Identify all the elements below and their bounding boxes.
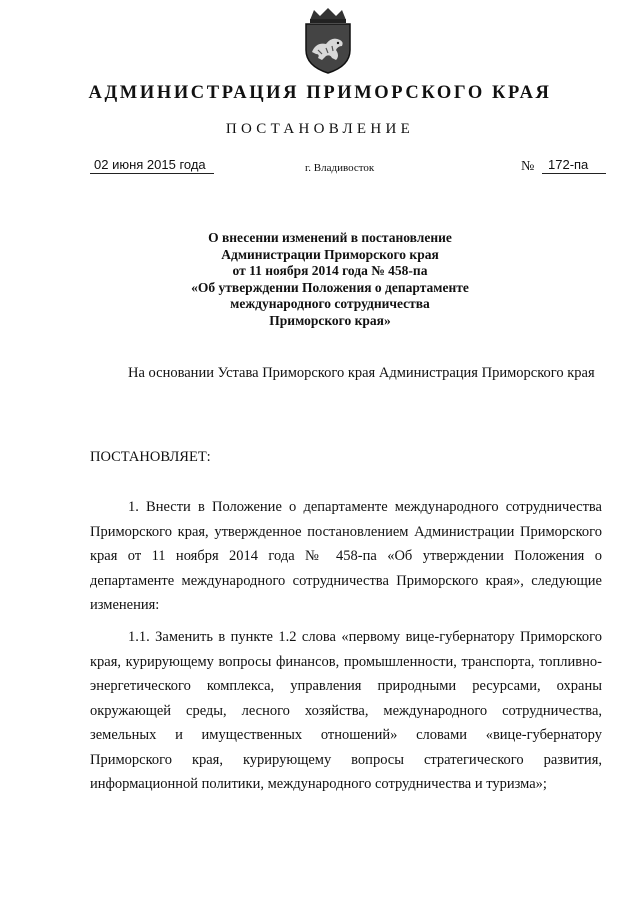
decree-word: ПОСТАНОВЛЯЕТ: bbox=[90, 449, 211, 465]
item-1-paragraph: 1. Внести в Положение о департаменте международного сотрудничества Приморского края, утвержденное постановлением Администрации Приморского края от 11 ноября 2014 года № 458-па «Об утверждении Положения о департаменте международного сотрудничества Приморского края», следующие изменения: bbox=[90, 499, 602, 613]
title-line: «Об утверждении Положения о департаменте bbox=[191, 279, 469, 295]
document-number: 172-па bbox=[542, 157, 606, 174]
title-line: Приморского края» bbox=[269, 312, 391, 328]
item-1-1-paragraph: 1.1. Заменить в пункте 1.2 слова «первому вице-губернатору Приморского края, курирующему вопросы финансов, промышленности, транспорта, топливно-энергетического комплекса, управления природными ресурсами, охраны окружающей среды, лесного хозяйства, международного сотрудничества, земельных и имущественных отношений» словами «вице-губернатору Приморского края, курирующему вопросы стратегического развития, информационной политики, международного сотрудничества и туризма»; bbox=[90, 629, 602, 792]
document-city: г. Владивосток bbox=[305, 162, 375, 174]
organization-name: АДМИНИСТРАЦИЯ ПРИМОРСКОГО КРАЯ bbox=[88, 83, 552, 103]
document-date: 02 июня 2015 года bbox=[90, 157, 214, 174]
basis-paragraph: На основании Устава Приморского края Администрация Приморского края bbox=[128, 365, 595, 381]
coat-of-arms-icon bbox=[296, 6, 360, 76]
document-title bbox=[120, 230, 540, 329]
title-line: международного сотрудничества bbox=[230, 296, 430, 311]
title-line: от 11 ноября 2014 года № 458-па bbox=[232, 263, 428, 278]
title-line: Администрации Приморского края bbox=[221, 246, 439, 262]
document-type: ПОСТАНОВЛЕНИЕ bbox=[225, 121, 415, 137]
title-line: О внесении изменений в постановление bbox=[208, 230, 452, 245]
number-label: № bbox=[521, 159, 535, 174]
